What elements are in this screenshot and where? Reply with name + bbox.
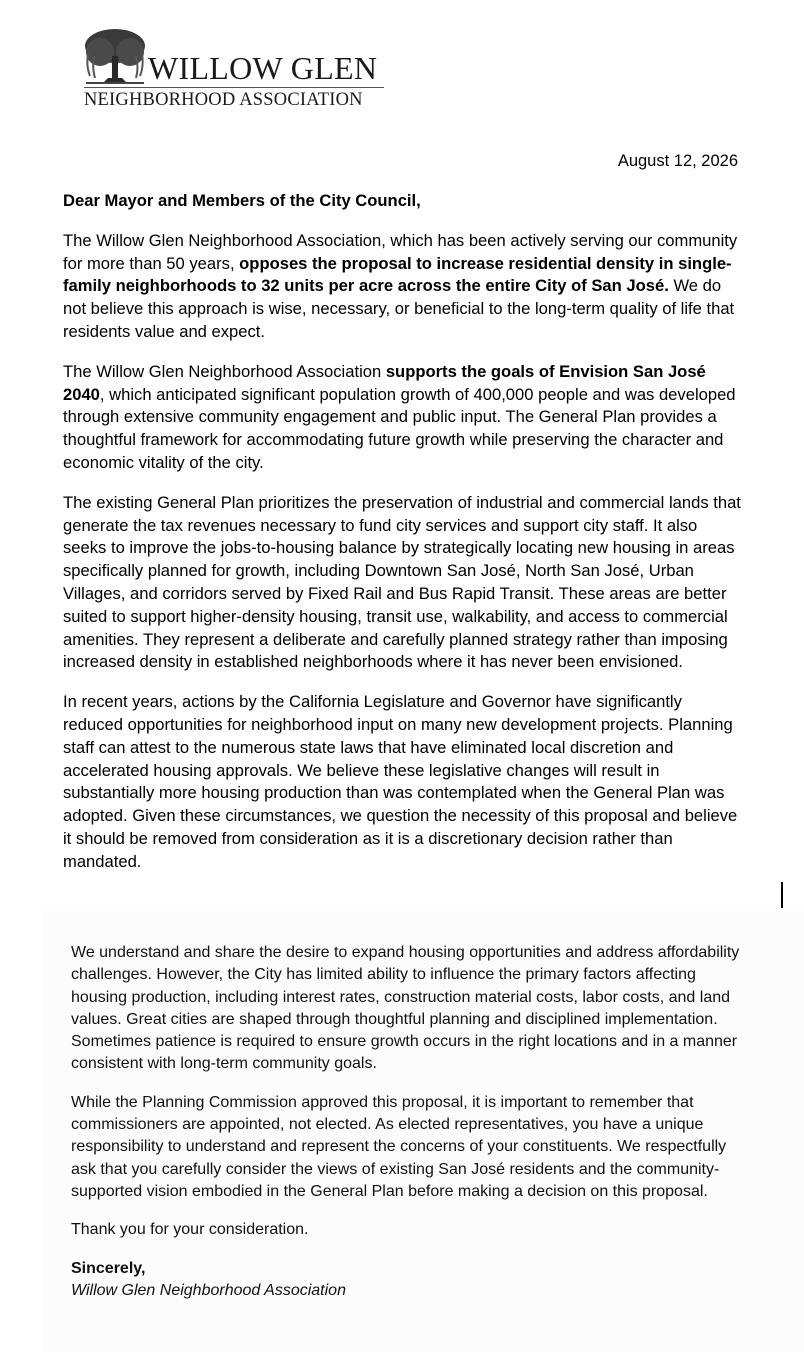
logo-divider	[84, 87, 384, 88]
letter-body	[63, 190, 743, 891]
paragraph-2	[63, 361, 743, 475]
association-logo	[82, 26, 402, 116]
letter-date: August 12, 2026	[617, 152, 738, 170]
letter-closing-section	[71, 942, 741, 1302]
paragraph-5: We understand and share the desire to expand housing opportunities and address affordability challenges. However, the City has limited ability to influence the primary factors affecting housing production, including interest rates, construction material costs, labor costs, and land values. Great cities are shaped through thoughtful planning and disciplined implementation. Sometimes patience is required to ensure growth occurs in the right locations and in a manner consistent with long-term community goals.	[71, 944, 740, 1073]
thanks-line: Thank you for your consideration.	[71, 1221, 309, 1239]
paragraph-1-text-a: The Willow Glen Neighborhood Association, which has been actively serving our community for more than 50 years,	[63, 230, 738, 273]
paragraph-1	[63, 230, 743, 344]
paragraph-4: In recent years, actions by the California Legislature and Governor have significantly reduced opportunities for neighborhood input on many new development projects. Planning staff can attest to the numerous state laws that have eliminated local discretion and accelerated housing approvals. We believe these legislative changes will result in substantially more housing production than was contemplated when the General Plan was adopted. Given these circumstances, we question the necessity of this proposal and believe it should be removed from consideration as it is a discretionary decision rather than mandated.	[63, 692, 738, 871]
paragraph-2-text-c: , which anticipated significant population growth of 400,000 people and was developed through extensive community engagement and public input. The General Plan provides a thoughtful framework for accommodating future growth while preserving the character and economic vitality of the city.	[63, 384, 736, 472]
signature: Willow Glen Neighborhood Association	[71, 1281, 346, 1299]
paragraph-2-emphasis: supports the goals of Envision San José 2040	[63, 361, 706, 404]
logo-name: WILLOW GLEN	[148, 50, 378, 86]
salutation	[63, 190, 743, 213]
paragraph-6: While the Planning Commission approved this proposal, it is important to remember that commissioners are appointed, not elected. As elected representatives, you have a unique responsibility to understand and represent the concerns of your constituents. We respectfully ask that you carefully consider the views of existing San José residents and the community-supported vision embodied in the General Plan before making a decision on this proposal.	[71, 1093, 727, 1200]
paragraph-1-emphasis: opposes the proposal to increase residential density in single-family neighborhoods to 32 units per acre across the entire City of San José.	[63, 253, 732, 296]
logo-subtitle: NEIGHBORHOOD ASSOCIATION	[84, 90, 363, 110]
text-cursor	[781, 882, 783, 908]
paragraph-1-text-c: We do not believe this approach is wise, necessary, or beneficial to the long-term quality of life that residents value and expect.	[63, 276, 735, 341]
salutation-text: Dear Mayor and Members of the City Council,	[63, 191, 421, 210]
paragraph-3: The existing General Plan prioritizes the preservation of industrial and commercial lands that generate the tax revenues necessary to fund city services and support city staff. It also seeks to improve the jobs-to-housing balance by strategically locating new housing in areas specifically planned for growth, including Downtown San José, North San José, Urban Villages, and corridors served by Fixed Rail and Bus Rapid Transit. These areas are better suited to support higher-density housing, transit use, walkability, and access to commercial amenities. They represent a deliberate and carefully planned strategy rather than imposing increased density in established neighborhoods where it has never been envisioned.	[63, 492, 741, 672]
signoff	[71, 1258, 741, 1280]
willow-tree-icon	[82, 26, 148, 88]
paragraph-2-text-a: The Willow Glen Neighborhood Association	[63, 361, 386, 381]
signoff-text: Sincerely,	[71, 1259, 146, 1277]
